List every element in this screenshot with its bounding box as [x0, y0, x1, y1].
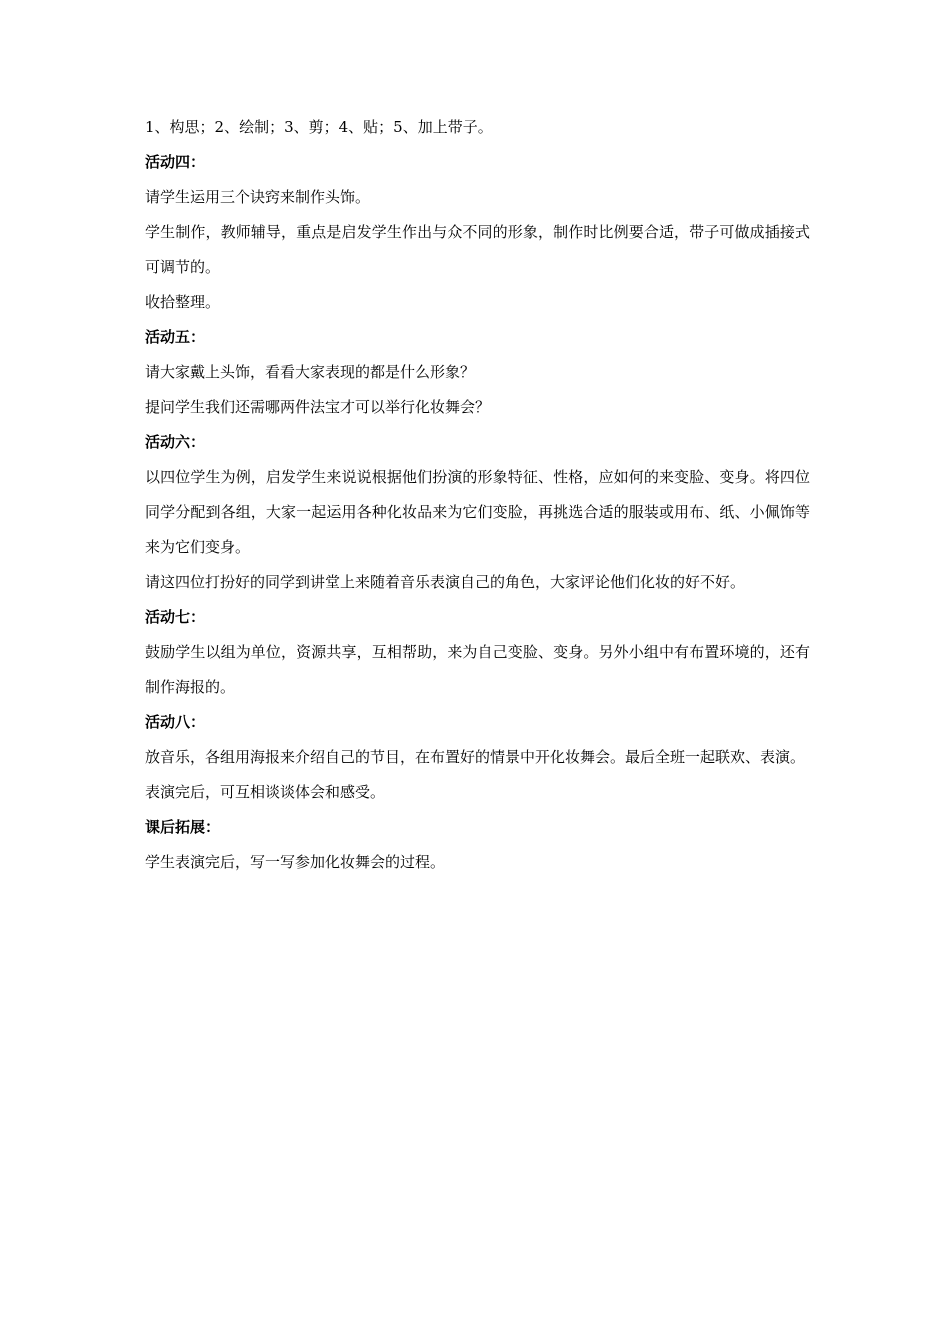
activity-5-paragraph: 提问学生我们还需哪两件法宝才可以举行化妆舞会？	[145, 398, 491, 416]
activity-4-paragraph: 请学生运用三个诀窍来制作头饰。	[145, 188, 371, 206]
activity-5-paragraph: 请大家戴上头饰，看看大家表现的都是什么形象？	[145, 363, 476, 381]
activity-7-paragraph: 鼓励学生以组为单位，资源共享，互相帮助，来为自己变脸、变身。另外小组中有布置环境的，还有制作海报的。	[145, 643, 810, 696]
activity-8-paragraph: 表演完后，可互相谈谈体会和感受。	[145, 783, 386, 801]
activity-4-heading: 活动四：	[145, 153, 206, 171]
extension-heading: 课后拓展：	[145, 818, 221, 836]
document-body	[145, 117, 810, 887]
activity-6-paragraph: 以四位学生为例，启发学生来说说根据他们扮演的形象特征、性格，应如何的来变脸、变身。将四位同学分配到各组，大家一起运用各种化妆品来为它们变脸，再挑选合适的服装或用布、纸、小佩饰等来为它们变身。	[145, 468, 810, 556]
extension-paragraph: 学生表演完后，写一写参加化妆舞会的过程。	[145, 853, 446, 871]
activity-6-paragraph: 请这四位打扮好的同学到讲堂上来随着音乐表演自己的角色，大家评论他们化妆的好不好。	[145, 573, 746, 591]
activity-4-paragraph: 收拾整理。	[145, 293, 221, 311]
steps-line: 1、构思；2、绘制；3、剪；4、贴；5、加上带子。	[145, 118, 493, 136]
activity-4-paragraph: 学生制作，教师辅导，重点是启发学生作出与众不同的形象，制作时比例要合适，带子可做成插接式可调节的。	[145, 223, 810, 276]
activity-7-heading: 活动七：	[145, 608, 206, 626]
activity-8-heading: 活动八：	[145, 713, 206, 731]
activity-8-paragraph: 放音乐，各组用海报来介绍自己的节目，在布置好的情景中开化妆舞会。最后全班一起联欢、表演。	[145, 748, 806, 766]
activity-6-heading: 活动六：	[145, 433, 206, 451]
activity-5-heading: 活动五：	[145, 328, 206, 346]
